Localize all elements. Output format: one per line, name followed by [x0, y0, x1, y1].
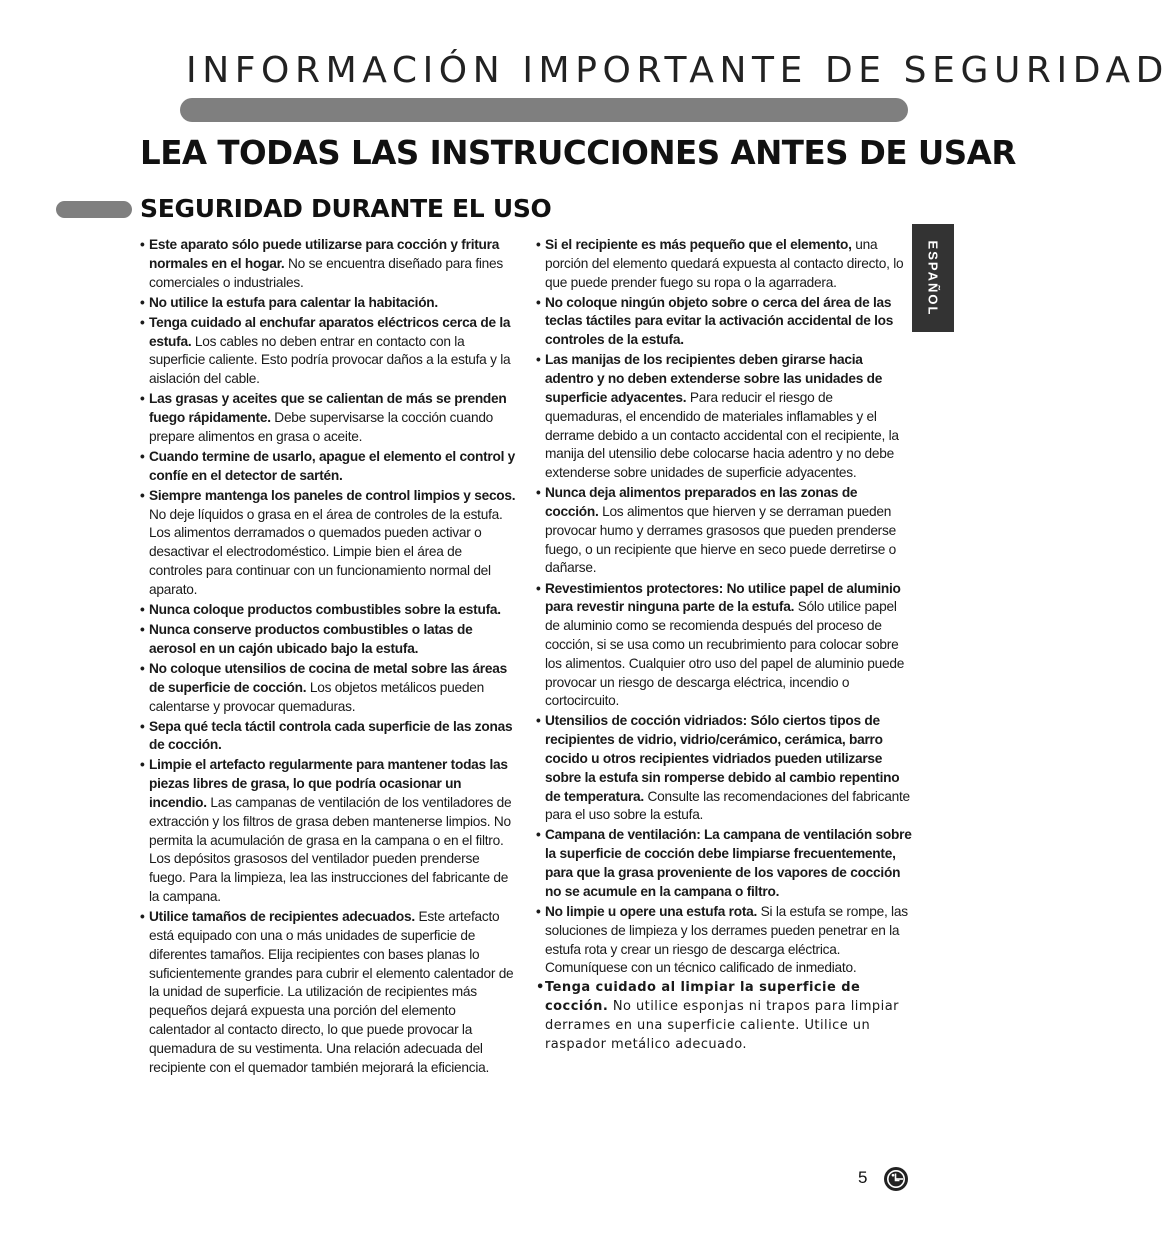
section-pill	[56, 201, 132, 218]
item-body: una porción del elemento quedará expuesta al contacto directo, lo que puede prender fuego su ropa o la agarradera.	[545, 237, 904, 290]
item-lead: No utilice la estufa para calentar la habitación.	[149, 294, 438, 310]
item-lead: Sepa qué tecla táctil controla cada superficie de las zonas de cocción.	[149, 718, 513, 753]
item-body: Las campanas de ventilación de los ventiladores de extracción y los filtros de grasa deben mantenerse limpios. No permita la acumulación de grasa en la campana o en el filtro. Los depósitos grasosos del ventilador pueden prenderse fuego. Para la limpieza, lea las instrucciones del fabricante de la campana.	[149, 795, 512, 905]
item-lead: Las grasas y aceites que se calientan de más se prenden fuego rápidamente.	[149, 391, 507, 426]
item-body: Para reducir el riesgo de quemaduras, el encendido de materiales inflamables y el derrame debido a un contacto accidental con el recipiente, la manija del utensilio debe colocarse hacia adentro y no debe extenderse sobre unidades de superficie adyacentes.	[545, 389, 899, 481]
lg-logo-icon	[884, 1167, 908, 1191]
title-bar	[180, 98, 908, 122]
list-item	[140, 601, 516, 620]
item-body: Los objetos metálicos pueden calentarse y provocar quemaduras.	[149, 679, 484, 714]
item-body: Consulte las recomendaciones del fabricante para el uso sobre la estufa.	[545, 788, 910, 823]
list-item	[140, 908, 516, 1077]
list-item	[140, 756, 516, 906]
language-tab-label: ESPAÑOL	[925, 240, 941, 316]
list-item-final	[536, 979, 912, 1055]
list-item	[536, 580, 912, 712]
item-lead: Tenga cuidado al limpiar la superficie de cocción.	[545, 980, 861, 1015]
list-item	[140, 660, 516, 716]
main-heading: LEA TODAS LAS INSTRUCCIONES ANTES DE USAR	[140, 134, 1016, 172]
list-item	[140, 314, 516, 389]
item-lead: Revestimientos protectores: No utilice papel de aluminio para revestir ninguna parte de la estufa.	[545, 580, 901, 615]
right-column	[536, 236, 912, 1056]
item-lead: No coloque utensilios de cocina de metal sobre las áreas de superficie de cocción.	[149, 660, 507, 695]
item-lead: No coloque ningún objeto sobre o cerca del área de las teclas táctiles para evitar la activación accidental de los controles de la estufa.	[545, 294, 894, 348]
item-lead: Las manijas de los recipientes deben girarse hacia adentro y no deben extenderse sobre las unidades de superficie adyacentes.	[545, 352, 883, 405]
item-lead: Limpie el artefacto regularmente para mantener todas las piezas libres de grasa, lo que podría ocasionar un incendio.	[149, 757, 508, 811]
page-title: INFORMACIÓN IMPORTANTE DE SEGURIDAD	[186, 50, 1169, 91]
language-tab	[912, 224, 954, 332]
list-item	[140, 487, 516, 600]
item-body: Sólo utilice papel de aluminio como se recomienda después del proceso de cocción, si se usa como un recubrimiento para colocar sobre los alimentos. Cualquier otro uso del papel de aluminio puede provocar un riesgo de descarga eléctrica, incendio o cortocircuito.	[545, 599, 905, 709]
lg-logo-glyph	[884, 1167, 908, 1191]
left-list	[140, 236, 516, 1077]
item-lead: Si el recipiente es más pequeño que el elemento,	[545, 237, 852, 252]
item-bullet: •	[536, 980, 545, 996]
left-column	[140, 236, 516, 1079]
item-lead: Cuando termine de usarlo, apague el elemento el control y confíe en el detector de sartén.	[149, 448, 516, 483]
item-lead: Nunca deja alimentos preparados en las zonas de cocción.	[545, 485, 858, 520]
list-item	[140, 448, 516, 486]
item-body: Debe supervisarse la cocción cuando prepare alimentos en grasa o aceite.	[149, 410, 494, 444]
list-item	[140, 390, 516, 446]
list-item	[536, 903, 912, 978]
item-body: No deje líquidos o grasa en el área de controles de la estufa. Los alimentos derramados o quemados pueden activar o desactivar el electrodoméstico. Limpie bien el área de controles para continuar con un funcionamiento normal del aparato.	[149, 506, 503, 597]
item-lead: Utilice tamaños de recipientes adecuados.	[149, 909, 415, 925]
item-lead: Este aparato sólo puede utilizarse para cocción y fritura normales en el hogar.	[149, 237, 500, 271]
list-item	[140, 718, 516, 756]
item-lead: Campana de ventilación: La campana de ventilación sobre la superficie de cocción debe limpiarse frecuentemente, para que la grasa proveniente de los vapores de cocción no se acumule en la campana o filtro.	[545, 827, 912, 899]
list-item	[536, 484, 912, 578]
list-item	[536, 236, 912, 292]
list-item	[536, 351, 912, 483]
item-body: Este artefacto está equipado con una o más unidades de superficie de diferentes tamaños. Elija recipientes con bases planas lo suficientemente grandes para cubrir el elemento calentador de la unidad de superficie. La utilización de recipientes más pequeños dejará expuesta una porción del elemento calentador al contacto directo, lo que puede provocar la quemadura de su vestimenta. Una relación adecuada del recipiente con el quemador también mejorará la eficiencia.	[149, 909, 514, 1075]
item-lead: Nunca coloque productos combustibles sobre la estufa.	[149, 601, 501, 617]
item-lead: Utensilios de cocción vidriados: Sólo ciertos tipos de recipientes de vidrio, vidrio/cerámico, cerámica, barro cocido u otros recipientes vidriados pueden utilizarse sobre la estufa sin romperse debido al cambio repentino de temperatura.	[545, 713, 900, 804]
item-lead: Siempre mantenga los paneles de control limpios y secos.	[149, 487, 516, 503]
section-heading: SEGURIDAD DURANTE EL USO	[140, 194, 552, 223]
list-item	[536, 712, 912, 825]
list-item	[140, 621, 516, 659]
item-lead: Tenga cuidado al enchufar aparatos eléctricos cerca de la estufa.	[149, 314, 511, 349]
page-number: 5	[858, 1168, 868, 1187]
item-body: Los alimentos que hierven y se derraman pueden provocar humo y derrames grasosos que pueden prenderse fuego, o un recipiente que hierve en seco puede derretirse o dañarse.	[545, 504, 897, 576]
item-body: Si la estufa se rompe, las soluciones de limpieza y los derrames pueden penetrar en la estufa rota y crear un riesgo de descarga eléctrica. Comuníquese con un técnico calificado de inmediato.	[545, 903, 908, 976]
list-item	[536, 294, 912, 350]
item-body: Los cables no deben entrar en contacto con la superficie caliente. Esto podría provocar daños a la estufa y la aislación del cable.	[149, 333, 511, 387]
list-item	[140, 236, 516, 292]
item-body: No utilice esponjas ni trapos para limpiar derrames en una superficie caliente. Utilice un raspador metálico adecuado.	[545, 999, 899, 1053]
list-item	[140, 294, 516, 313]
item-lead: Nunca conserve productos combustibles o latas de aerosol en un cajón ubicado bajo la estufa.	[149, 622, 473, 656]
item-body: No se encuentra diseñado para fines comerciales o industriales.	[149, 255, 503, 290]
list-item	[536, 826, 912, 901]
item-lead: No limpie u opere una estufa rota.	[545, 903, 758, 919]
right-list	[536, 236, 912, 1055]
